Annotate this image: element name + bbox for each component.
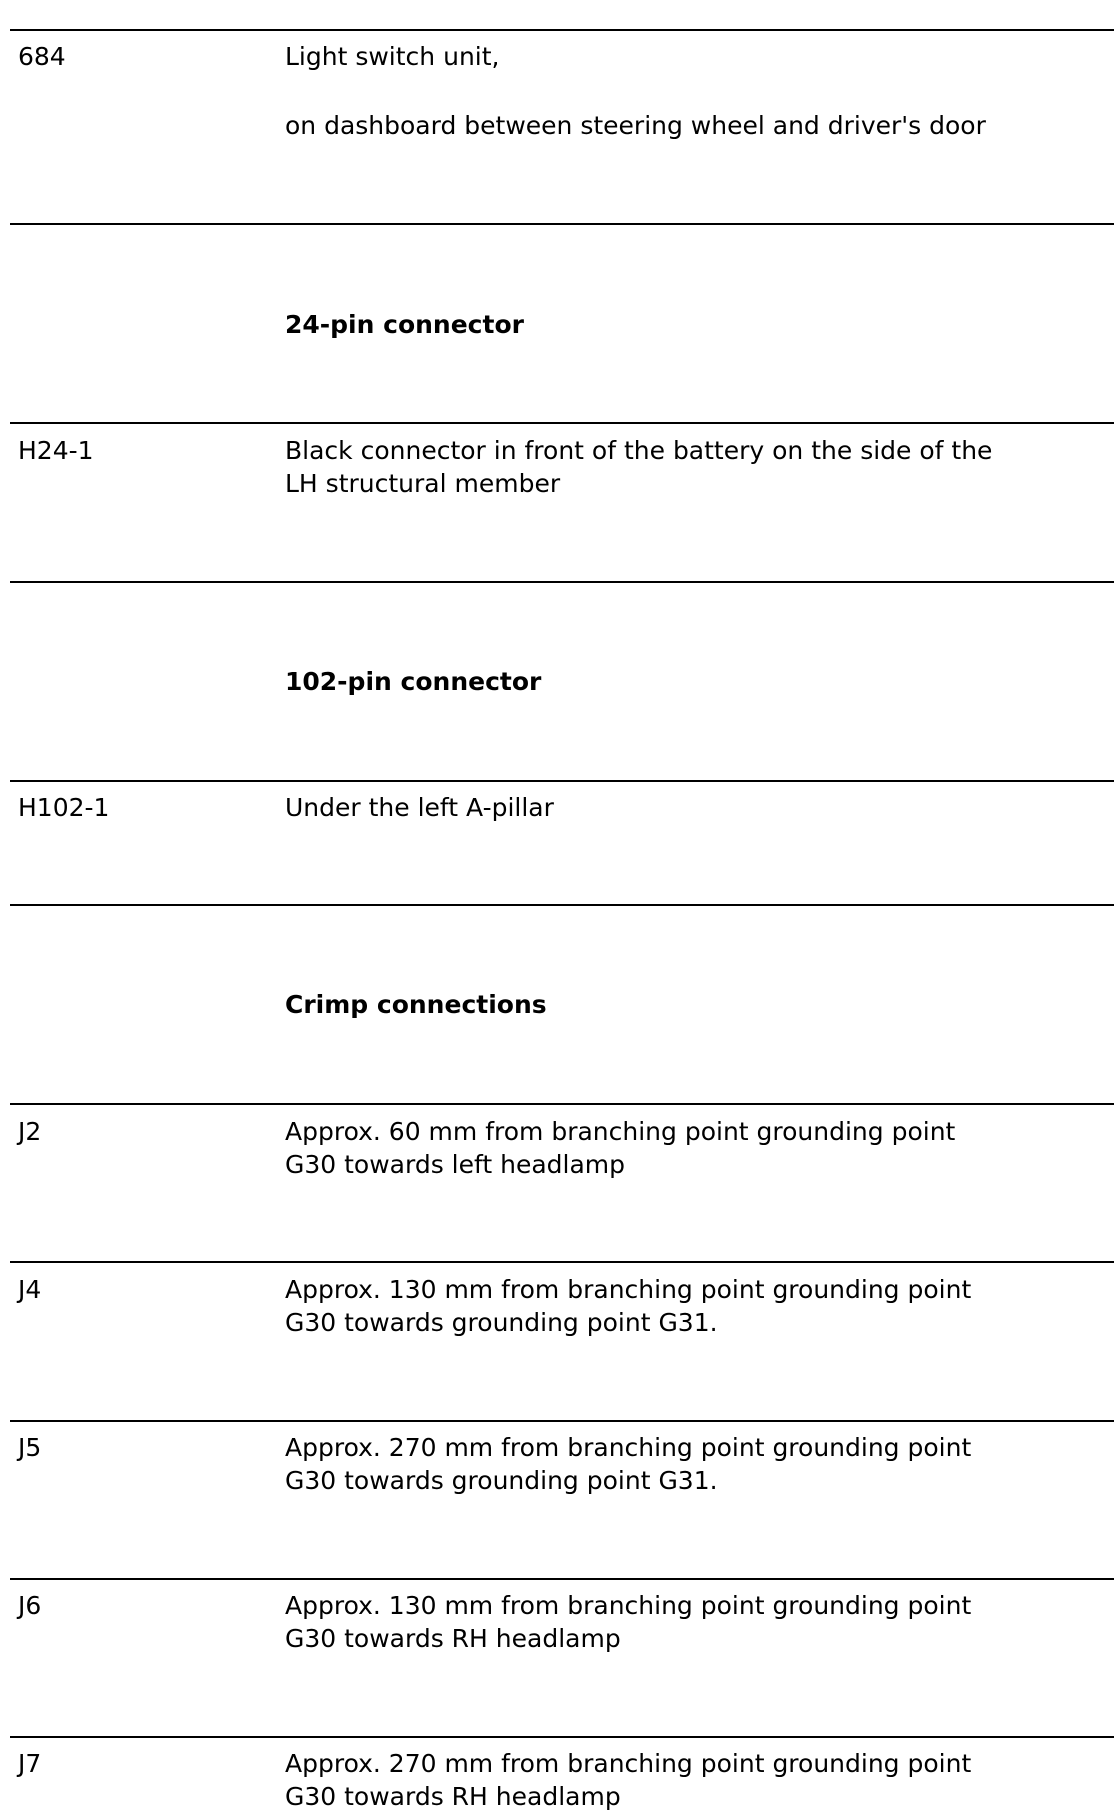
section-heading-crimp-connections: Crimp connections (285, 990, 547, 1019)
description-line: G30 towards grounding point G31. (285, 1308, 718, 1337)
component-description (285, 434, 1105, 500)
description-line: Black connector in front of the battery on the side of the (285, 436, 993, 465)
component-code: J7 (18, 1749, 42, 1778)
table-rule (10, 581, 1114, 583)
component-description (285, 1273, 1105, 1339)
description-line: G30 towards RH headlamp (285, 1782, 621, 1811)
table-rule (10, 780, 1114, 782)
description-line: Approx. 130 mm from branching point grounding point (285, 1591, 972, 1620)
table-rule (10, 1420, 1114, 1422)
component-description (285, 1747, 1105, 1813)
component-description (285, 791, 1105, 824)
section-heading-102-pin: 102-pin connector (285, 667, 542, 696)
component-code: 684 (18, 42, 66, 71)
description-line: Under the left A-pillar (285, 793, 554, 822)
description-line: G30 towards left headlamp (285, 1150, 626, 1179)
component-description (285, 1115, 1105, 1181)
component-code: J5 (18, 1433, 42, 1462)
description-line: Approx. 60 mm from branching point grounding point (285, 1117, 956, 1146)
description-line: LH structural member (285, 469, 561, 498)
description-line: Approx. 270 mm from branching point grounding point (285, 1433, 972, 1462)
table-rule (10, 223, 1114, 225)
description-line: Approx. 130 mm from branching point grounding point (285, 1275, 972, 1304)
component-code: J4 (18, 1275, 42, 1304)
description-line: Approx. 270 mm from branching point grounding point (285, 1749, 972, 1778)
table-rule (10, 422, 1114, 424)
component-description (285, 1431, 1105, 1497)
section-heading-24-pin: 24-pin connector (285, 310, 524, 339)
table-rule (10, 1261, 1114, 1263)
component-code: H24-1 (18, 436, 94, 465)
component-description (285, 1589, 1105, 1655)
component-description (285, 40, 1105, 142)
table-rule (10, 29, 1114, 31)
description-line: on dashboard between steering wheel and driver's door (285, 111, 986, 140)
description-line: Light switch unit, (285, 42, 500, 71)
table-rule (10, 1578, 1114, 1580)
description-line: G30 towards grounding point G31. (285, 1466, 718, 1495)
table-rule (10, 1103, 1114, 1105)
table-rule (10, 904, 1114, 906)
description-line: G30 towards RH headlamp (285, 1624, 621, 1653)
component-code: J6 (18, 1591, 42, 1620)
component-code: J2 (18, 1117, 42, 1146)
component-code: H102-1 (18, 793, 110, 822)
table-rule (10, 1736, 1114, 1738)
